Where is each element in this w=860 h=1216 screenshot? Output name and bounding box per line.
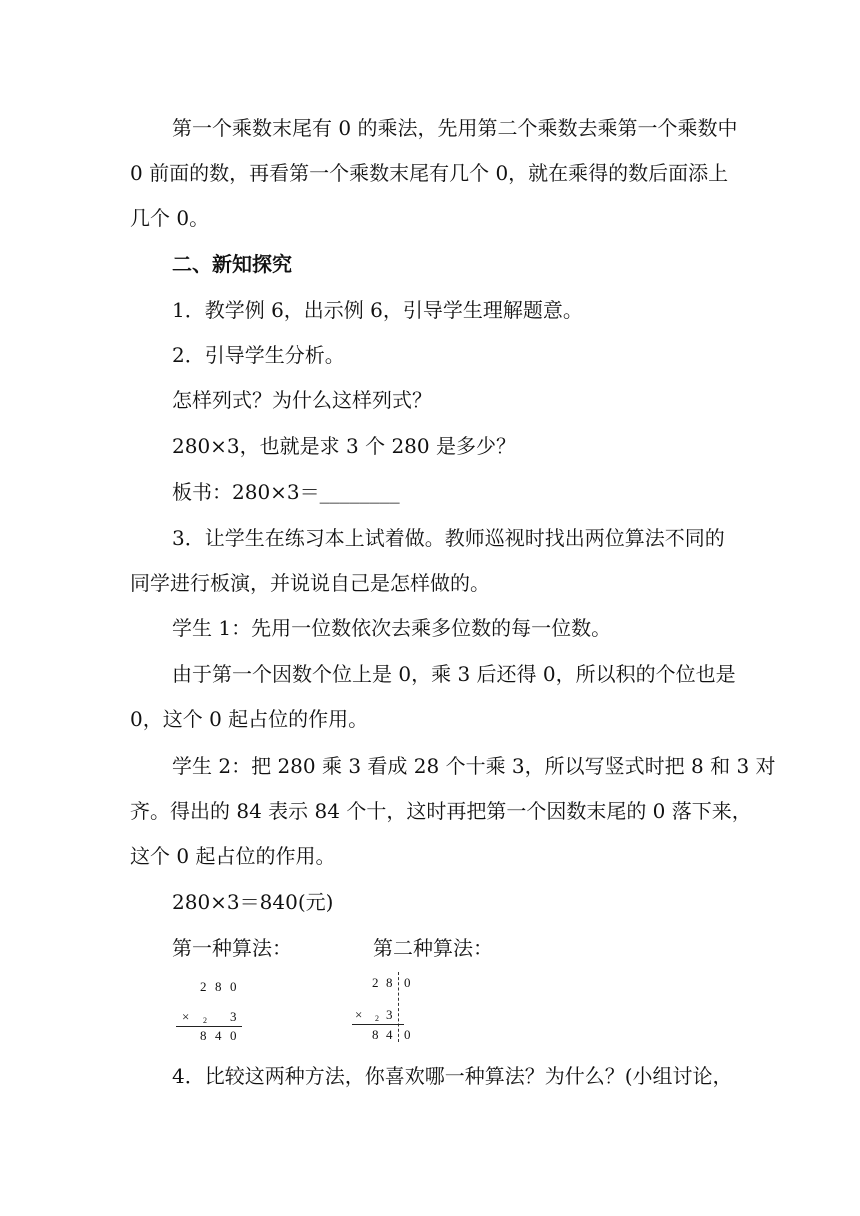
method-2-label: 第二种算法： (373, 936, 493, 960)
digit: 4 (215, 1028, 222, 1043)
vertical-calculation-2 (352, 972, 432, 1046)
step-4: 4．比较这两种方法，你喜欢哪一种算法？为什么？(小组讨论， (172, 1064, 733, 1088)
carry-digit: 2 (375, 1014, 379, 1023)
section-heading: 二、新知探究 (172, 252, 292, 276)
digit: 3 (386, 1007, 393, 1022)
step-1: 1．教学例 6，出示例 6，引导学生理解题意。 (172, 298, 583, 322)
reasoning-1: 由于第一个因数个位上是 0，乘 3 后还得 0，所以积的个位也是 (172, 662, 736, 686)
sum-line (176, 1026, 242, 1027)
digit: 8 (372, 1027, 379, 1042)
digit: 8 (200, 1028, 207, 1043)
result-equation: 280×3＝840(元) (172, 890, 334, 914)
digit: 0 (404, 975, 411, 990)
question-2: 280×3，也就是求 3 个 280 是多少？ (172, 434, 516, 458)
vertical-calculation-1 (172, 976, 252, 1046)
board-note: 板书：280×3＝________ (172, 480, 400, 504)
times-sign: × (182, 1009, 190, 1024)
carry-digit: 2 (203, 1016, 207, 1025)
digit: 8 (386, 975, 393, 990)
digit: 3 (230, 1009, 237, 1024)
digit: 8 (215, 979, 222, 994)
sum-line (352, 1024, 404, 1025)
digit: 2 (372, 975, 379, 990)
step-2: 2．引导学生分析。 (172, 343, 345, 367)
paragraph-line: 同学进行板演，并说说自己是怎样做的。 (130, 571, 490, 595)
digit: 0 (230, 1028, 237, 1043)
digit: 0 (230, 979, 237, 994)
paragraph-line: 齐。得出的 84 表示 84 个十，这时再把第一个因数末尾的 0 落下来， (130, 799, 752, 823)
digit: 4 (386, 1027, 393, 1042)
student-2: 学生 2：把 280 乘 3 看成 28 个十乘 3，所以写竖式时把 8 和 3 对 (172, 754, 776, 778)
student-1: 学生 1：先用一位数依次去乘多位数的每一位数。 (172, 616, 612, 640)
step-3: 3．让学生在练习本上试着做。教师巡视时找出两位算法不同的 (172, 526, 725, 550)
paragraph-line: 第一个乘数末尾有 0 的乘法，先用第二个乘数去乘第一个乘数中 (172, 116, 738, 140)
method-1-label: 第一种算法： (172, 936, 292, 960)
paragraph-line: 几个 0。 (130, 206, 210, 230)
digit: 0 (404, 1027, 411, 1042)
paragraph-line: 0，这个 0 起占位的作用。 (130, 707, 369, 731)
digit: 2 (200, 979, 207, 994)
times-sign: × (355, 1007, 363, 1022)
paragraph-line: 0 前面的数，再看第一个乘数末尾有几个 0，就在乘得的数后面添上 (130, 161, 729, 185)
column-divider (398, 972, 399, 1042)
question-1: 怎样列式？为什么这样列式？ (172, 388, 432, 412)
paragraph-line: 这个 0 起占位的作用。 (130, 844, 336, 868)
